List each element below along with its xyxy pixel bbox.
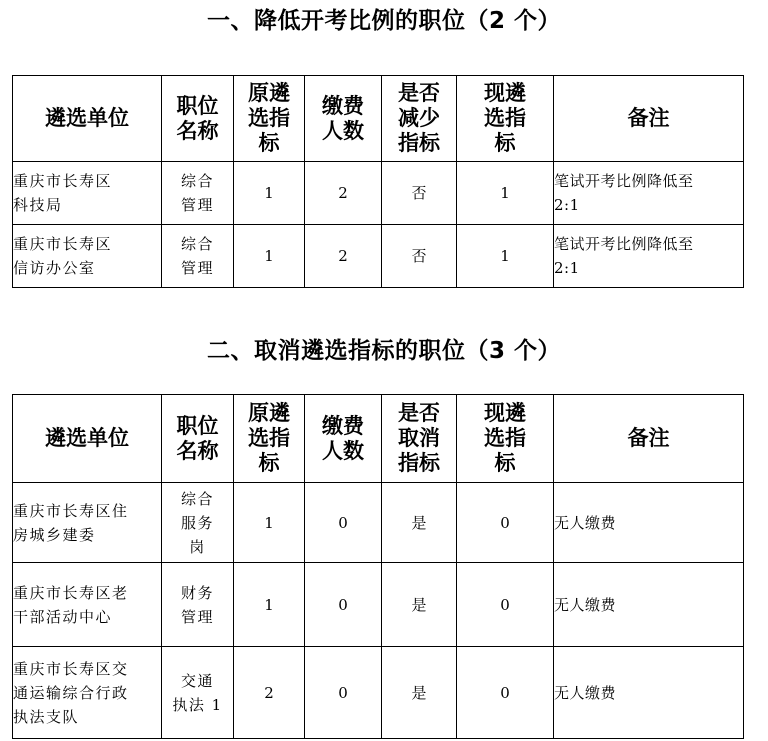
paid-count-cell: 0 [305,483,382,563]
table-row [13,483,744,563]
cancel-quota-cell: 是 [382,483,457,563]
table-row [13,225,744,288]
note-cell: 笔试开考比例降低至 2:1 [554,225,744,288]
current-quota-cell: 0 [457,647,554,739]
cancel-quota-cell: 是 [382,647,457,739]
current-quota-cell: 1 [457,225,554,288]
position-cell: 交通 执法 1 [162,647,234,739]
header-note: 备注 [554,395,744,483]
unit-cell: 重庆市长寿区老 干部活动中心 [13,563,162,647]
paid-count-cell: 2 [305,225,382,288]
unit-cell: 重庆市长寿区 信访办公室 [13,225,162,288]
paid-count-cell: 0 [305,563,382,647]
current-quota-cell: 1 [457,162,554,225]
reduced-ratio-table [12,75,744,288]
header-original-quota: 原遴 选指 标 [234,395,305,483]
table-row [13,563,744,647]
position-cell: 财务 管理 [162,563,234,647]
header-paid-count: 缴费 人数 [305,395,382,483]
section-1-title: 一、降低开考比例的职位（2 个） [206,8,561,34]
paid-count-cell: 2 [305,162,382,225]
note-cell: 无人缴费 [554,483,744,563]
reduce-quota-cell: 否 [382,225,457,288]
position-cell: 综合 管理 [162,225,234,288]
header-unit: 遴选单位 [13,395,162,483]
unit-cell: 重庆市长寿区交 通运输综合行政 执法支队 [13,647,162,739]
original-quota-cell: 1 [234,162,305,225]
header-unit: 遴选单位 [13,76,162,162]
cancelled-quota-table [12,394,744,739]
cancel-quota-cell: 是 [382,563,457,647]
original-quota-cell: 1 [234,225,305,288]
position-cell: 综合 服务 岗 [162,483,234,563]
header-reduce-quota: 是否 减少 指标 [382,76,457,162]
unit-cell: 重庆市长寿区 科技局 [13,162,162,225]
table-row [13,162,744,225]
original-quota-cell: 1 [234,483,305,563]
section-2-title: 二、取消遴选指标的职位（3 个） [206,338,561,364]
header-cancel-quota: 是否 取消 指标 [382,395,457,483]
header-position: 职位 名称 [162,76,234,162]
header-note: 备注 [554,76,744,162]
note-cell: 笔试开考比例降低至 2:1 [554,162,744,225]
original-quota-cell: 2 [234,647,305,739]
table-row [13,647,744,739]
reduce-quota-cell: 否 [382,162,457,225]
header-position: 职位 名称 [162,395,234,483]
header-paid-count: 缴费 人数 [305,76,382,162]
original-quota-cell: 1 [234,563,305,647]
table-header-row [13,395,744,483]
header-current-quota: 现遴 选指 标 [457,76,554,162]
note-cell: 无人缴费 [554,563,744,647]
table-header-row [13,76,744,162]
paid-count-cell: 0 [305,647,382,739]
unit-cell: 重庆市长寿区住 房城乡建委 [13,483,162,563]
header-current-quota: 现遴 选指 标 [457,395,554,483]
current-quota-cell: 0 [457,483,554,563]
position-cell: 综合 管理 [162,162,234,225]
note-cell: 无人缴费 [554,647,744,739]
current-quota-cell: 0 [457,563,554,647]
header-original-quota: 原遴 选指 标 [234,76,305,162]
